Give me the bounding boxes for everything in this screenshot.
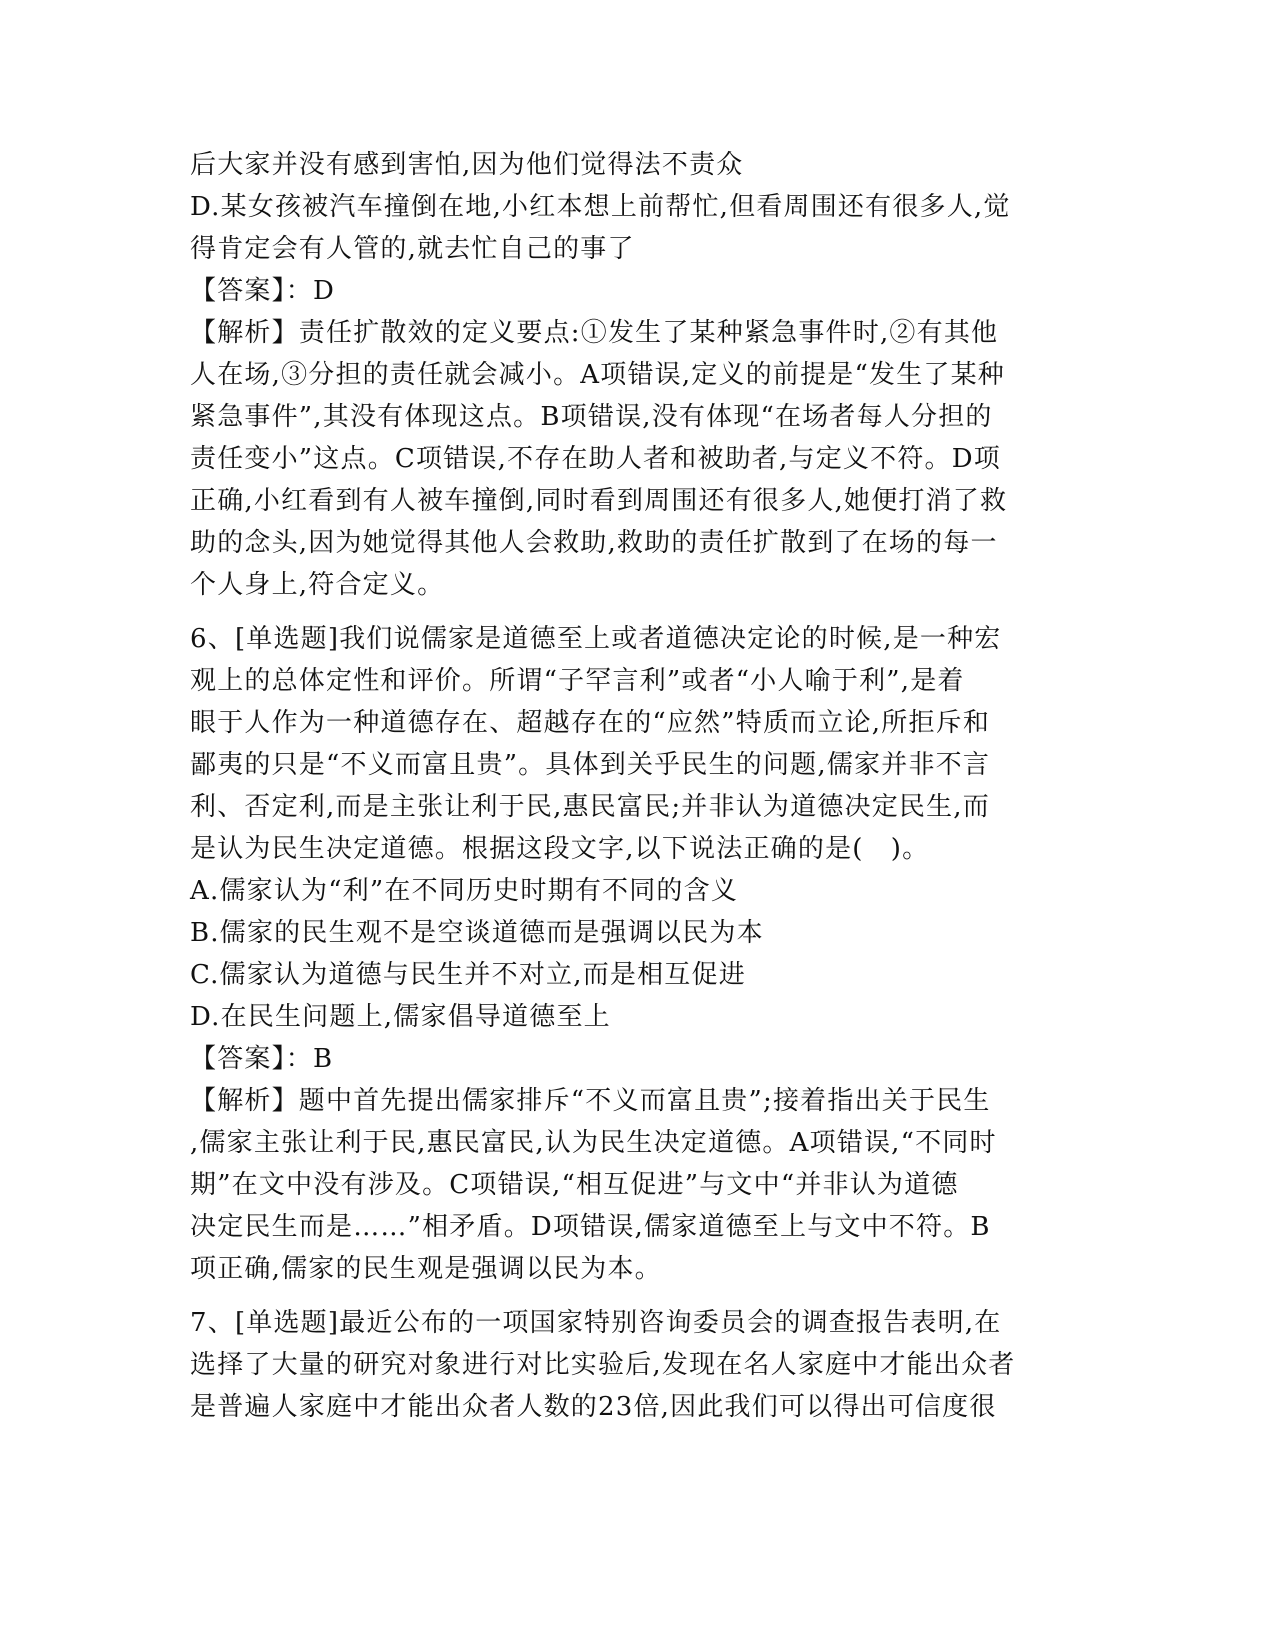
text-line: 决定民生而是……”相矛盾。D项错误,儒家道德至上与文中不符。B bbox=[190, 1212, 991, 1242]
option-c: C.儒家认为道德与民生并不对立,而是相互促进 bbox=[190, 960, 746, 990]
text-line: 紧急事件”,其没有体现这点。B项错误,没有体现“在场者每人分担的 bbox=[190, 402, 993, 432]
text-line: 选择了大量的研究对象进行对比实验后,发现在名人家庭中才能出众者 bbox=[190, 1350, 1016, 1380]
text-line: 观上的总体定性和评价。所谓“子罕言利”或者“小人喻于利”,是着 bbox=[190, 666, 965, 696]
text-line: 后大家并没有感到害怕,因为他们觉得法不责众 bbox=[190, 150, 744, 180]
text-line: 是普遍人家庭中才能出众者人数的23倍,因此我们可以得出可信度很 bbox=[190, 1392, 997, 1422]
text-line: 项正确,儒家的民生观是强调以民为本。 bbox=[190, 1254, 662, 1284]
text-line: 鄙夷的只是“不义而富且贵”。具体到关乎民生的问题,儒家并非不言 bbox=[190, 750, 991, 780]
option-a: A.儒家认为“利”在不同历史时期有不同的含义 bbox=[190, 876, 739, 906]
answer-line: 【答案】：B bbox=[190, 1044, 334, 1074]
question-7-stem: 7、[单选题]最近公布的一项国家特别咨询委员会的调查报告表明,在 bbox=[190, 1308, 1002, 1338]
question-6-stem: 6、[单选题]我们说儒家是道德至上或者道德决定论的时候,是一种宏 bbox=[190, 624, 1002, 654]
text-line: 助的念头,因为她觉得其他人会救助,救助的责任扩散到了在场的每一 bbox=[190, 528, 998, 558]
analysis-line: 【解析】题中首先提出儒家排斥“不义而富且贵”;接着指出关于民生 bbox=[190, 1086, 991, 1116]
text-line: 人在场,③分担的责任就会减小。A项错误,定义的前提是“发生了某种 bbox=[190, 360, 1005, 390]
option-d: D.在民生问题上,儒家倡导道德至上 bbox=[190, 1002, 611, 1032]
text-line: ,儒家主张让利于民,惠民富民,认为民生决定道德。A项错误,“不同时 bbox=[190, 1128, 997, 1158]
text-line: 得肯定会有人管的,就去忙自己的事了 bbox=[190, 234, 635, 264]
text-line: 正确,小红看到有人被车撞倒,同时看到周围还有很多人,她便打消了救 bbox=[190, 486, 1008, 516]
analysis-line: 【解析】责任扩散效的定义要点:①发生了某种紧急事件时,②有其他 bbox=[190, 318, 999, 348]
text-line: 责任变小”这点。C项错误,不存在助人者和被助者,与定义不符。D项 bbox=[190, 444, 1001, 474]
text-line: 期”在文中没有涉及。C项错误,“相互促进”与文中“并非认为道德 bbox=[190, 1170, 959, 1200]
text-line: 个人身上,符合定义。 bbox=[190, 570, 445, 600]
text-line: D.某女孩被汽车撞倒在地,小红本想上前帮忙,但看周围还有很多人,觉 bbox=[190, 192, 1011, 222]
answer-line: 【答案】：D bbox=[190, 276, 336, 306]
option-b: B.儒家的民生观不是空谈道德而是强调以民为本 bbox=[190, 918, 764, 948]
text-line: 利、否定利,而是主张让利于民,惠民富民;并非认为道德决定民生,而 bbox=[190, 792, 990, 822]
text-line: 眼于人作为一种道德存在、超越存在的“应然”特质而立论,所拒斥和 bbox=[190, 708, 991, 738]
text-line: 是认为民生决定道德。根据这段文字,以下说法正确的是( )。 bbox=[190, 834, 930, 864]
